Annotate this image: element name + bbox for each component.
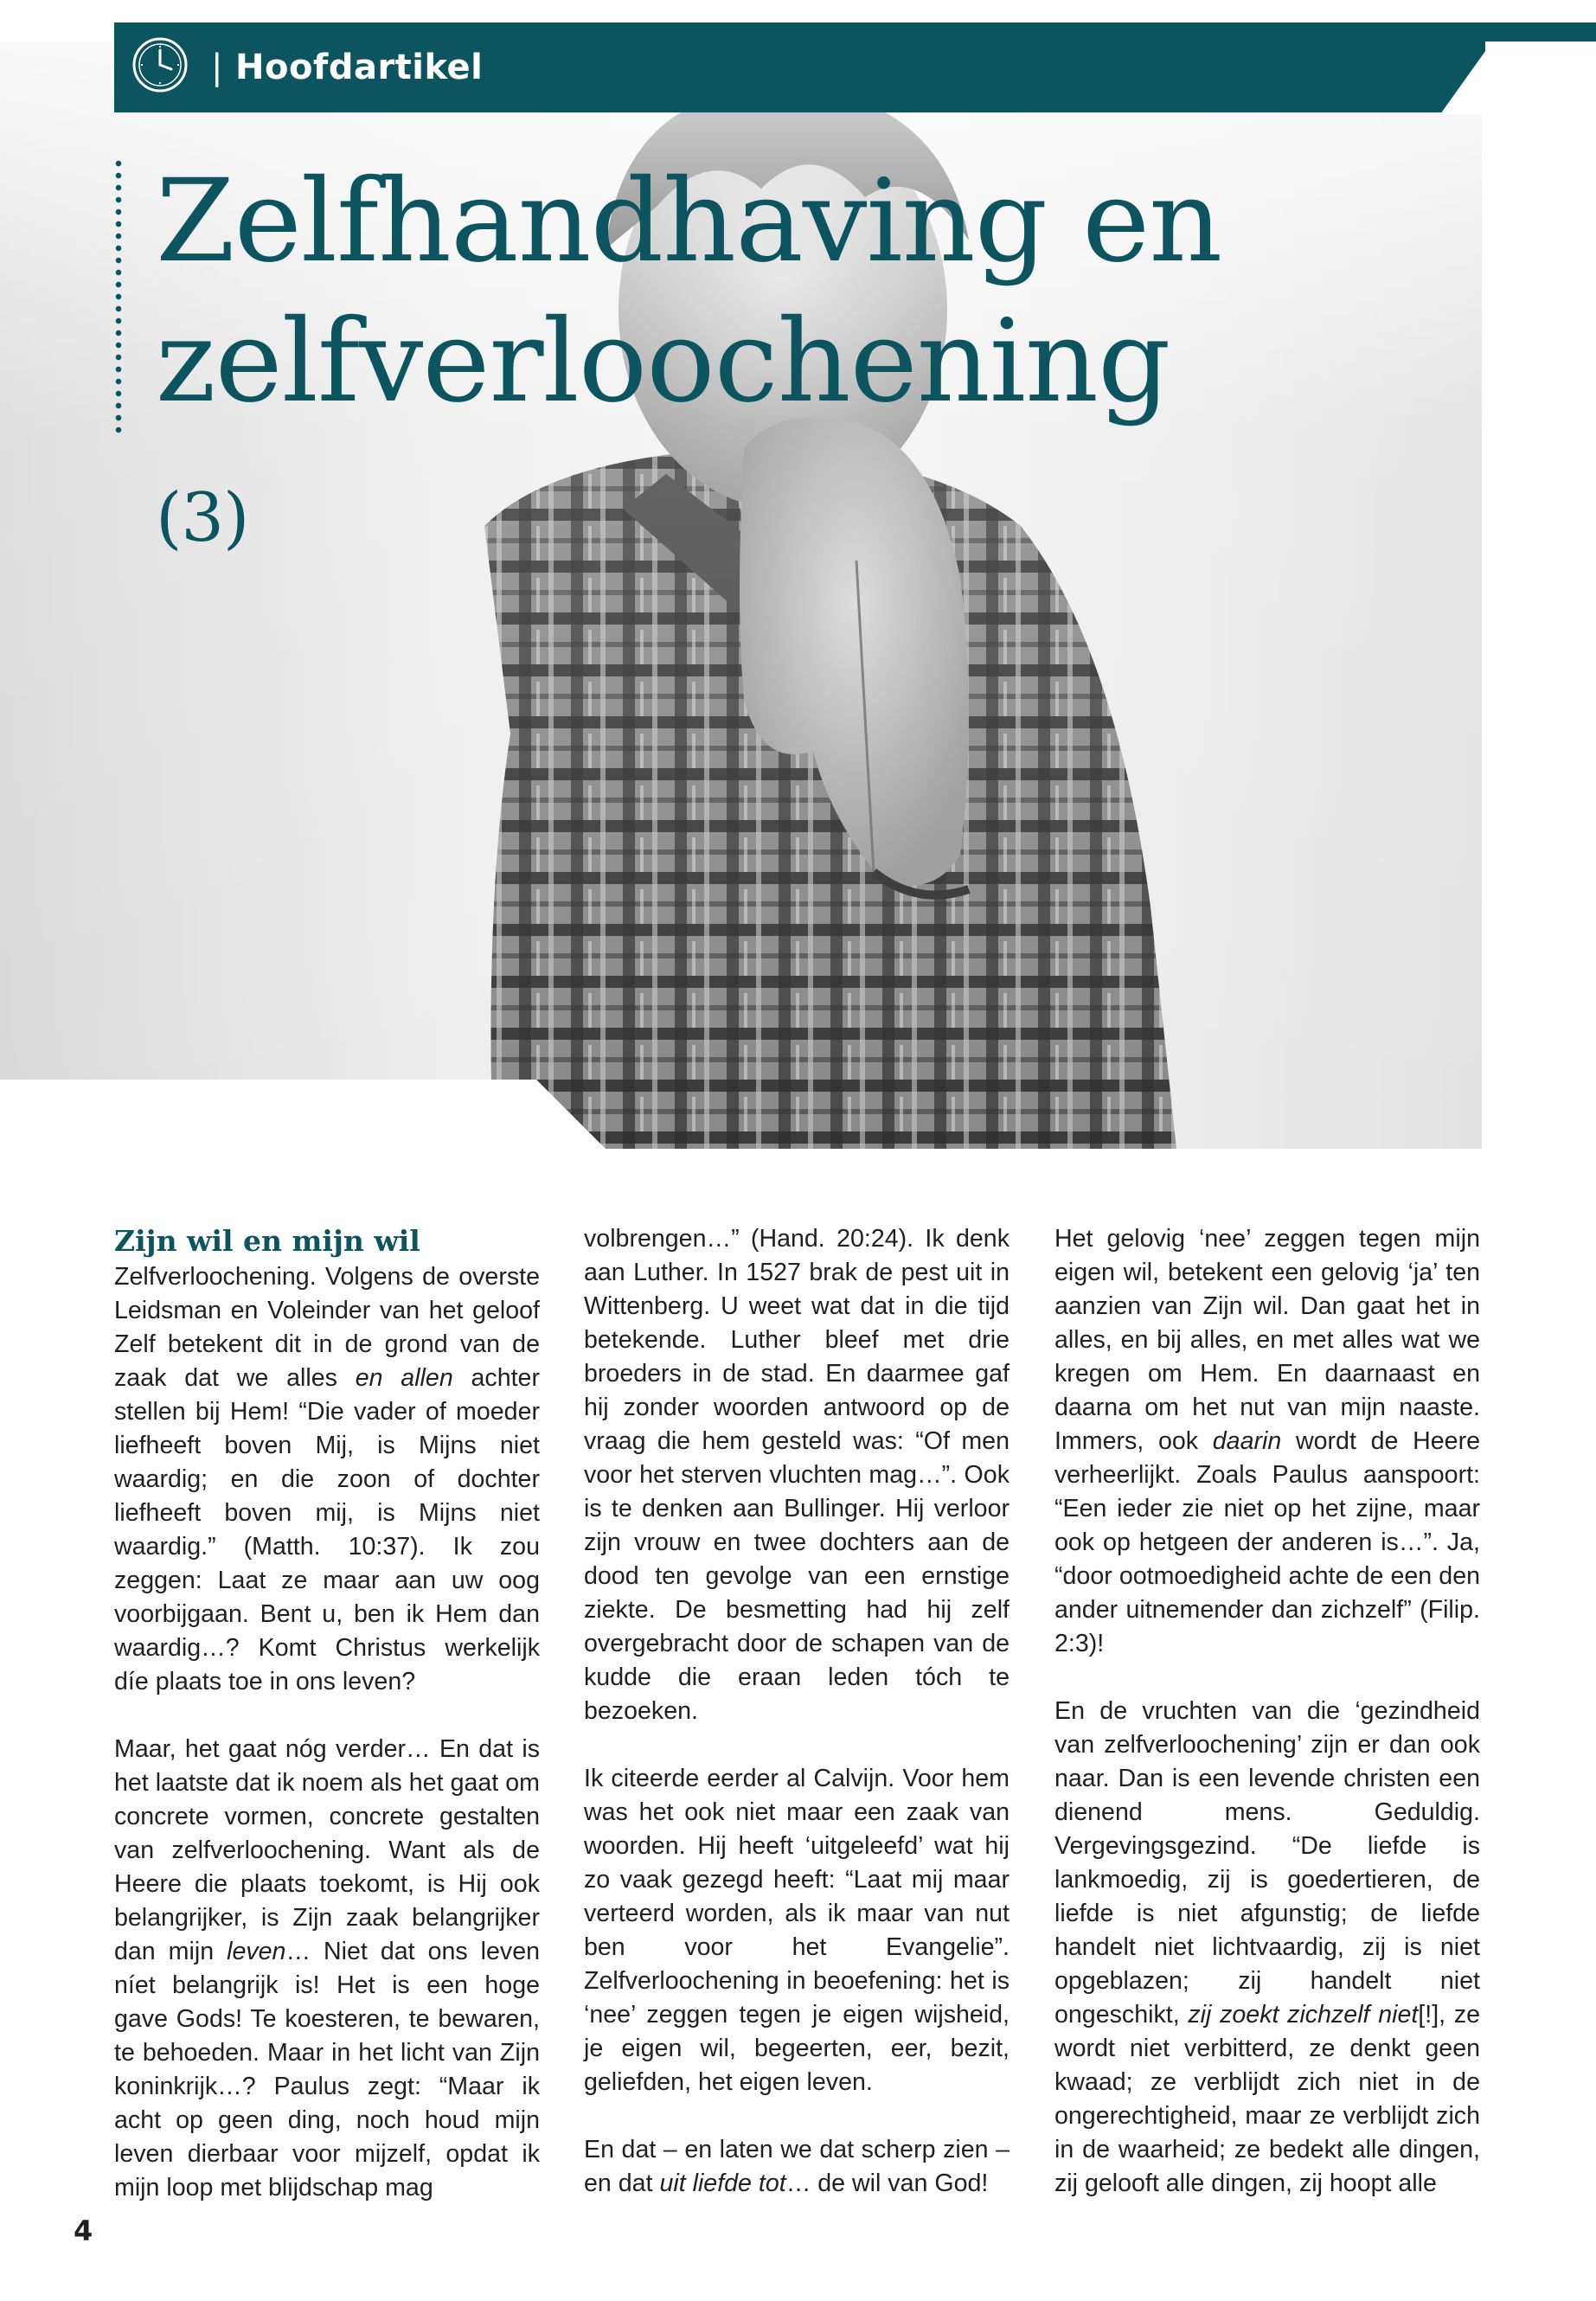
title-line-2: zelfverloochening xyxy=(156,295,1170,428)
title-part-number: (3) xyxy=(156,479,249,557)
paragraph: En de vruchten van die ‘gezindheid van zelfverloochening’ zijn er dan ook naar. Dan is een levende christen een dienend mens. Geduldig. Vergevingsgezind. “De liefde is lankmoedig, zij is goedertieren, de liefde is niet afgunstig; de liefde handelt niet lichtvaardig, zij is niet opgeblazen; zij handelt niet ongeschikt, zij zoekt zichzelf niet[!], ze wordt niet verbitterd, ze denkt geen kwaad; ze verblijdt zich niet in de ongerechtigheid, maar ze verblijdt zich in de waarheid; ze bedekt alle dingen, zij gelooft alle dingen, zij hoopt alle xyxy=(1054,1697,1481,2197)
page-number: 4 xyxy=(74,2214,93,2247)
article-title xyxy=(156,151,1280,588)
paragraph: Maar, het gaat nóg verder… En dat is het laatste dat ik noem als het gaat om concrete vormen, concrete gestalten van zelfverloochening. Want als de Heere die plaats toekomt, is Hij ook belangrijker, is Zijn zaak belangrijker dan mijn leven… Niet dat ons leven níet belangrijk is! Het is een hoge gave Gods! Te koesteren, te bewaren, te behoeden. Maar in het licht van Zijn koninkrijk…? Paulus zegt: “Maar ik acht op geen ding, noch houd mijn leven dierbaar voor mijzelf, opdat ik mijn loop met blijdschap mag xyxy=(114,1735,540,2202)
paragraph: Zelfverloochening. Volgens de overste Leidsman en Voleinder van het geloof Zelf betekent dit in de grond van de zaak dat we alles en allen achter stellen bij Hem! “Die vader of moeder liefheeft boven Mij, is Mijns niet waardig; en die zoon of dochter liefheeft boven mij, is Mijns niet waardig.” (Matth. 10:37). Ik zou zeggen: Laat ze maar aan uw oog voorbijgaan. Bent u, ben ik Hem dan waardig…? Komt Christus werkelijk díe plaats toe in ons leven? xyxy=(114,1263,540,1695)
dotted-rule xyxy=(115,157,122,434)
paragraph: Ik citeerde eerder al Calvijn. Voor hem was het ook niet maar een zaak van woorden. Hij heeft ‘uitgeleefd’ wat hij zo vaak gezegd heeft: “Laat mij maar verteerd worden, als ik maar van nut ben voor het Evangelie”. Zelfverloochening in beoefening: het is ‘nee’ zeggen tegen je eigen wijsheid, je eigen wil, begeerten, eer, bezit, geliefden, het eigen leven. xyxy=(584,1765,1010,2096)
clock-icon xyxy=(130,35,190,95)
text-column-3 xyxy=(1054,1222,1480,2201)
section-label xyxy=(211,42,483,93)
header-separator: | xyxy=(211,48,223,87)
paragraph: volbrengen…” (Hand. 20:24). Ik denk aan Luther. In 1527 brak de pest uit in Wittenberg. U weet wat dat in die tijd betekende. Luther bleef met drie broeders in de stad. En daarmee gaf hij zonder woorden antwoord op de vraag die hem gesteld was: “Of men voor het sterven vluchten mag…”. Ook is te denken aan Bullinger. Hij verloor zijn vrouw en twee dochters aan de dood ten gevolge van een ernstige ziekte. De besmetting had hij zelf overgebracht door de schapen van de kudde die eraan leden tóch te bezoeken. xyxy=(584,1225,1010,1725)
title-line-1: Zelfhandhaving en xyxy=(156,155,1222,288)
text-column-2 xyxy=(584,1222,1010,2201)
subheading: Zijn wil en mijn wil xyxy=(114,1224,420,1258)
section-name: Hoofdartikel xyxy=(234,48,484,87)
paragraph: Het gelovig ‘nee’ zeggen tegen mijn eigen wil, betekent een gelovig ‘ja’ ten aanzien van Zijn wil. Dan gaat het in alles, en bij alles, en met alles wat we kregen om Hem. En daarnaast en daarna om het nut van mijn naaste. Immers, ook daarin wordt de Heere verheerlijkt. Zoals Paulus aanspoort: “Een ieder zie niet op het zijne, maar ook op hetgeen der anderen is…”. Ja, “door ootmoedigheid achte de een den ander uitnemender dan zichzelf” (Filip. 2:3)! xyxy=(1054,1225,1480,1657)
paragraph: En dat – en laten we dat scherp zien – en dat uit liefde tot… de wil van God! xyxy=(584,2136,1010,2197)
text-column-1 xyxy=(114,1222,540,2205)
